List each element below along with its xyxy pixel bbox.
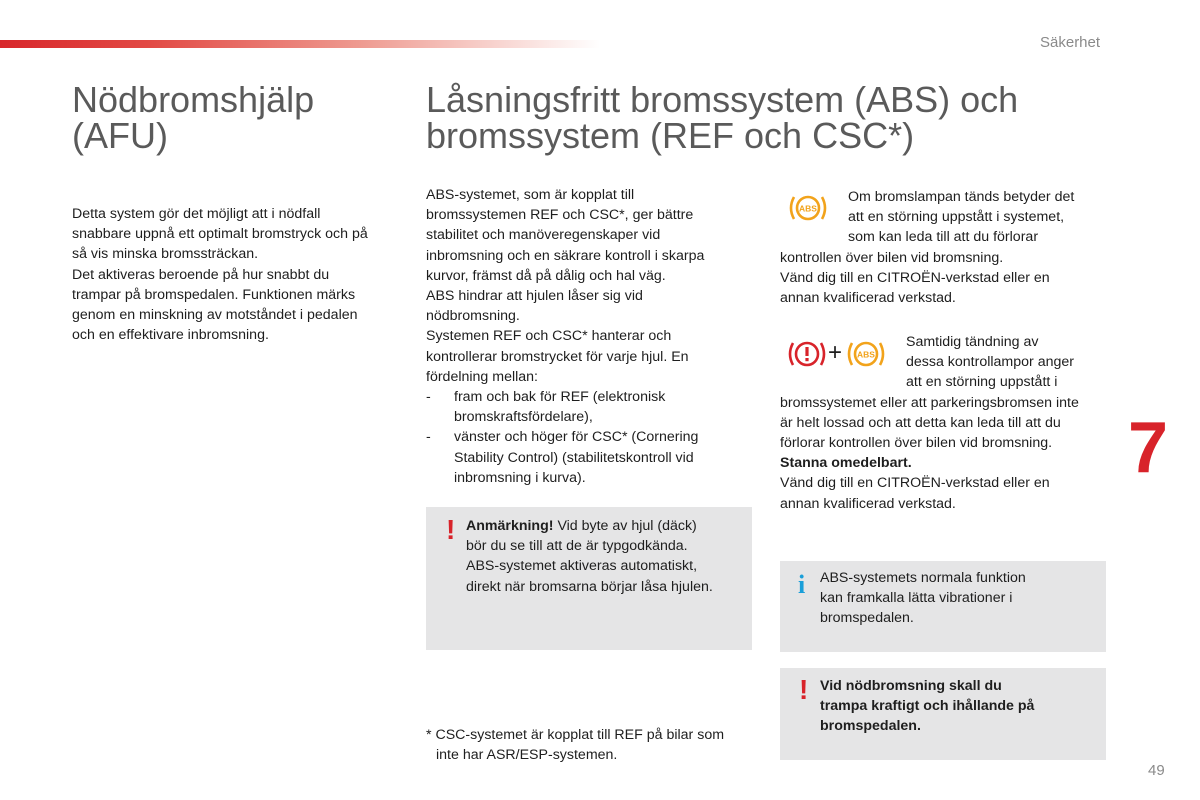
text-line: Systemen REF och CSC* hanterar och — [426, 328, 672, 345]
abs-icon-text: ABS — [857, 349, 875, 360]
abs-title — [426, 79, 1019, 156]
text-line: Detta system gör det möjligt att i nödfall — [72, 206, 321, 222]
text-line: inte har ASR/ESP-systemen. — [436, 747, 618, 764]
text-line: trampar på bromspedalen. Funktionen märks — [72, 286, 356, 303]
text-line: trampa kraftigt och ihållande på — [820, 698, 1035, 715]
plus-sign: + — [828, 339, 843, 366]
text-line: bromssystemen REF och CSC*, ger bättre — [426, 207, 694, 224]
abs-warning-text — [780, 187, 1110, 308]
text-line: Stability Control) (stabilitetskontroll vid — [454, 449, 694, 466]
text-line: bromssystemet eller att parkeringsbromsen inte — [780, 394, 1079, 411]
text-line: inbromsning i kurva). — [454, 469, 586, 486]
csc-footnote — [426, 725, 756, 765]
text-line: Vänd dig till en CITROËN-verkstad eller en — [780, 475, 1050, 492]
text-line: så vis minska bromssträckan. — [72, 246, 259, 263]
text-line: Det aktiveras beroende på hur snabbt du — [72, 266, 330, 283]
text-line: bör du se till att de är typgodkända. — [466, 538, 688, 555]
text-line: kontrollen över bilen vid bromsning. — [780, 249, 1004, 266]
list-item — [426, 427, 756, 488]
text-line: inbromsning och en säkrare kontroll i skarpa — [426, 247, 705, 264]
text-line: ABS-systemet aktiveras automatiskt, — [466, 558, 698, 575]
text-line: bromskraftsfördelare), — [454, 409, 593, 426]
text-line: direkt när bromsarna börjar låsa hjulen. — [466, 578, 713, 595]
note-label: Anmärkning! — [466, 518, 554, 534]
text-line: är helt lossad och att detta kan leda till att du — [780, 414, 1061, 431]
page-number: 49 — [1148, 762, 1165, 779]
text-line: ABS hindrar att hjulen låser sig vid — [426, 288, 643, 305]
text-line: - fram och bak för REF (elektronisk — [454, 389, 666, 406]
text-line: annan kvalificerad verkstad. — [780, 495, 956, 512]
text-line: stabilitet och manöveregenskaper vid — [426, 227, 661, 244]
header-accent-bar — [0, 40, 600, 48]
text-line: att en störning uppstått i systemet, — [848, 209, 1065, 226]
chapter-number: 7 — [1128, 408, 1169, 488]
text-line: * CSC-systemet är kopplat till REF på bilar som — [426, 727, 725, 743]
text-line: snabbare uppnå ett optimalt bromstryck och på — [72, 226, 368, 243]
text-line: kan framkalla lätta vibrationer i — [820, 590, 1013, 607]
afu-title-line: Nödbromshjälp — [72, 79, 315, 120]
text-line: som kan leda till att du förlorar — [848, 229, 1039, 246]
exclamation-icon: ! — [799, 674, 809, 705]
text-line: ABS-systemets normala funktion — [820, 570, 1026, 586]
exclamation-icon: ! — [446, 514, 456, 545]
abs-title-line: Låsningsfritt bromssystem (ABS) och — [426, 79, 1019, 120]
abs-title-line: bromssystem (REF och CSC*) — [426, 115, 915, 156]
text-line: bromspedalen. — [820, 718, 921, 735]
text-line: och en effektivare inbromsning. — [72, 327, 269, 344]
afu-description — [72, 204, 407, 345]
abs-info-text — [820, 568, 1100, 629]
afu-title — [72, 79, 315, 156]
wheel-change-note-text — [466, 516, 746, 597]
text-line: kurvor, främst då på dålig och hal väg. — [426, 267, 666, 284]
text-line: Vid byte av hjul (däck) — [553, 518, 697, 534]
text-line: bromspedalen. — [820, 610, 914, 627]
text-line: nödbromsning. — [426, 308, 520, 325]
text-line: annan kvalificerad verkstad. — [780, 290, 956, 307]
afu-title-line: (AFU) — [72, 115, 168, 156]
text-line: ABS-systemet, som är kopplat till — [426, 187, 635, 203]
text-line: förlorar kontrollen över bilen vid bromsning. — [780, 435, 1053, 452]
text-line: att en störning uppstått i — [906, 374, 1058, 391]
stop-immediately-text: Stanna omedelbart. — [780, 455, 912, 472]
abs-icon-text: ABS — [799, 203, 817, 214]
combined-warning-text — [780, 332, 1115, 514]
text-line: kontrollerar bromstrycket för varje hjul. En — [426, 348, 689, 365]
text-line: dessa kontrollampor anger — [906, 354, 1074, 371]
text-line: - vänster och höger för CSC* (Cornering — [454, 429, 699, 446]
distribution-list — [426, 387, 756, 488]
text-line: Samtidig tändning av — [906, 334, 1039, 350]
list-item — [426, 387, 756, 427]
section-label: Säkerhet — [1040, 34, 1101, 51]
info-icon: i — [798, 570, 806, 599]
text-line: genom en minskning av motståndet i pedalen — [72, 307, 358, 324]
abs-description — [426, 185, 756, 488]
text-line: Vid nödbromsning skall du — [820, 678, 1002, 694]
text-line: Om bromslampan tänds betyder det — [848, 189, 1075, 205]
text-line: fördelning mellan: — [426, 368, 538, 385]
text-line: Vänd dig till en CITROËN-verkstad eller en — [780, 269, 1050, 286]
emergency-brake-text — [820, 676, 1100, 737]
